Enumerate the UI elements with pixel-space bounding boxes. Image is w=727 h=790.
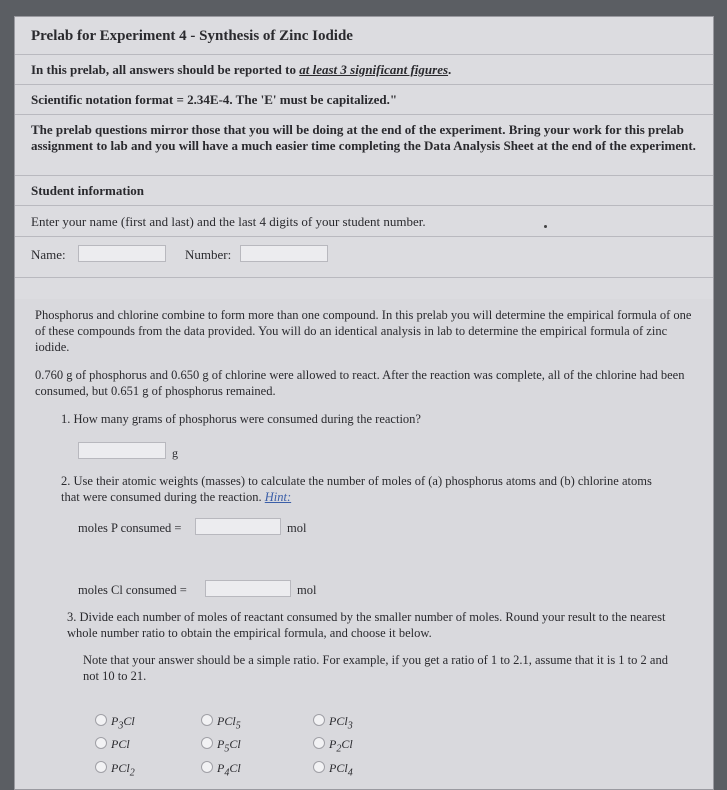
formula-option[interactable]: [95, 737, 130, 752]
formula-label: $P_2Cl$: [329, 737, 353, 755]
formula-option[interactable]: [95, 761, 135, 778]
sig-fig-note: In this prelab, all answers should be reported to at least 3 significant figures.: [31, 62, 452, 77]
number-label: Number:: [185, 247, 232, 262]
formula-option[interactable]: [313, 714, 353, 731]
student-instruction: Enter your name (first and last) and the last 4 digits of your student number.: [31, 214, 426, 229]
moles-cl-input[interactable]: [205, 580, 291, 597]
radio-button[interactable]: [95, 714, 107, 726]
prelab-page: [14, 16, 714, 790]
formula-option[interactable]: [201, 714, 241, 731]
question-3: 3. Divide each number of moles of reactant consumed by the smaller number of moles. Round your result to the nearest whole number ratio to obtain the empirical formula, and choose it below.: [67, 610, 666, 640]
intro-paragraph: Phosphorus and chlorine combine to form more than one compound. In this prelab you will determine the empirical formula of one of these compounds from the data provided. You will do an identical analysis in lab to determine the empirical formula of zinc iodide.: [35, 308, 692, 354]
formula-label: $P_4Cl$: [217, 761, 241, 779]
question-1: 1. How many grams of phosphorus were consumed during the reaction?: [61, 412, 421, 426]
formula-label: PCl: [111, 737, 130, 751]
moles-cl-label: moles Cl consumed =: [78, 583, 187, 597]
formula-label: PCl$_4$: [329, 761, 353, 779]
ratio-note: Note that your answer should be a simple ratio. For example, if you get a ratio of 1 to 2.1, assume that it is 1 to 2 and not 10 to 21.: [83, 653, 668, 683]
page-title: Prelab for Experiment 4 - Synthesis of Zinc Iodide: [31, 28, 353, 44]
radio-button[interactable]: [201, 761, 213, 773]
grams-unit: g: [172, 446, 178, 460]
radio-button[interactable]: [201, 737, 213, 749]
formula-label: $P_5Cl$: [217, 737, 241, 755]
radio-button[interactable]: [95, 761, 107, 773]
number-input[interactable]: [240, 245, 328, 262]
moles-p-input[interactable]: [195, 518, 281, 535]
reaction-data: 0.760 g of phosphorus and 0.650 g of chlorine were allowed to react. After the reaction was complete, all of the chlorine had been consumed, but 0.651 g of phosphorus remained.: [35, 368, 685, 398]
formula-label: PCl$_2$: [111, 761, 135, 779]
formula-option[interactable]: [313, 761, 353, 778]
radio-button[interactable]: [313, 714, 325, 726]
name-input[interactable]: [78, 245, 166, 262]
formula-option[interactable]: [95, 714, 135, 731]
student-info-heading: Student information: [31, 183, 145, 198]
sci-notation-note: Scientific notation format = 2.34E-4. The 'E' must be capitalized.": [31, 92, 398, 107]
radio-button[interactable]: [313, 737, 325, 749]
formula-label: PCl$_5$: [217, 714, 241, 732]
formula-option[interactable]: [201, 737, 241, 754]
formula-option[interactable]: [201, 761, 241, 778]
radio-button[interactable]: [95, 737, 107, 749]
formula-option[interactable]: [313, 737, 353, 754]
mirror-note: The prelab questions mirror those that you will be doing at the end of the experiment. Bring your work for this prelab assignment to lab and you will have a much easier time completing the Data Analysis Sheet at the end of the experiment.: [31, 122, 696, 153]
radio-button[interactable]: [201, 714, 213, 726]
name-label: Name:: [31, 247, 66, 262]
radio-button[interactable]: [313, 761, 325, 773]
moles-cl-unit: mol: [297, 583, 317, 597]
formula-label: PCl$_3$: [329, 714, 353, 732]
moles-p-label: moles P consumed =: [78, 521, 182, 535]
hint-link[interactable]: Hint:: [264, 490, 292, 504]
formula-label: $P_3Cl$: [111, 714, 135, 732]
question-2: 2. Use their atomic weights (masses) to calculate the number of moles of (a) phosphorus atoms and (b) chlorine atoms that were consumed during the reaction. Hint:: [61, 474, 652, 504]
grams-p-consumed-input[interactable]: [78, 442, 166, 459]
mouse-cursor: [544, 225, 547, 228]
moles-p-unit: mol: [287, 521, 307, 535]
